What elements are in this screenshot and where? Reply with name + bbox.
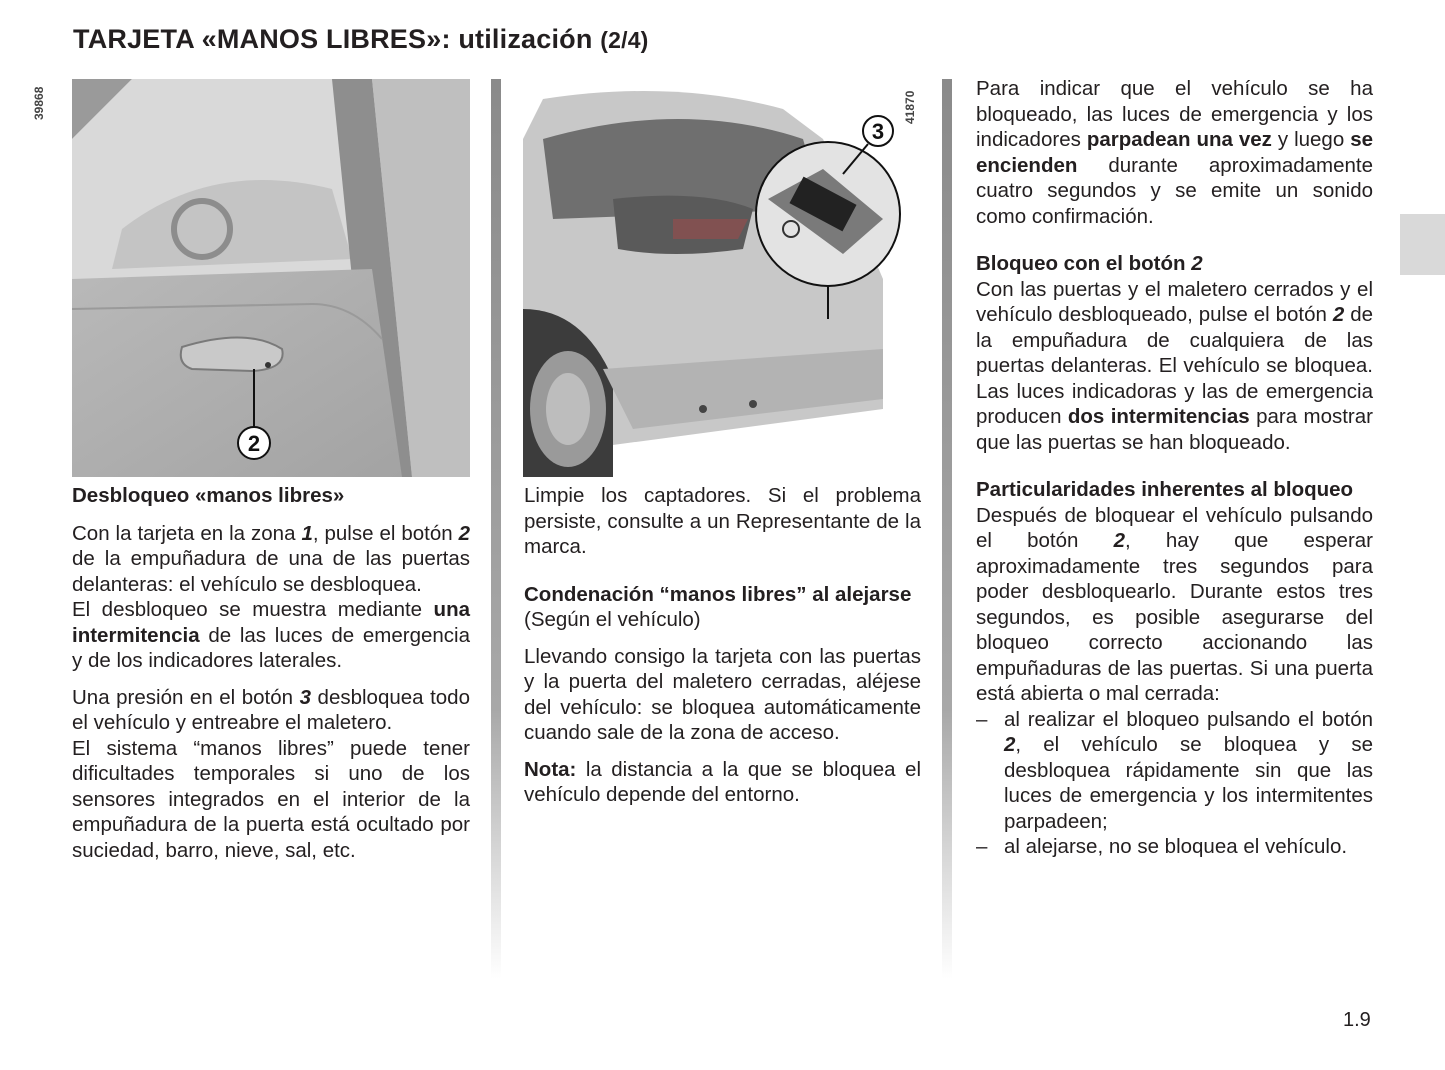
page-number: 1.9 bbox=[1343, 1009, 1371, 1031]
callout-3-label: 3 bbox=[871, 119, 885, 144]
paragraph-clean-sensors: Limpie los captadores. Si el problema persiste, consulte a un Representante de la marca. bbox=[524, 484, 921, 558]
paragraph-sensors: El sistema “manos libres” puede tener dificultades temporales si uno de los sensores integrados en el interior de la empuñadura de la puerta está ocultado por suciedad, barro, nieve, sal, etc. bbox=[72, 736, 470, 862]
column-3 bbox=[976, 76, 1373, 860]
title-sub: (2/4) bbox=[600, 27, 649, 53]
paragraph-lock-wait: Después de bloquear el vehículo pulsando el botón 2, hay que esperar aproximadamente tres segundos para poder desbloquearlo. Durante estos tres segundos, es posible asegurarse del bloqueo correcto accionando las empuñaduras de las puertas. Si una puerta está abierta o mal cerrada: bbox=[976, 503, 1373, 705]
paragraph-note: Nota: la distancia a la que se bloquea el vehículo depende del entorno. bbox=[524, 757, 921, 806]
heading-walk-away-lock: Condenación “manos libres” al alejarse bbox=[524, 582, 912, 606]
paragraph-walk-away: Llevando consigo la tarjeta con las puertas y la puerta del maletero cerradas, aléjese del vehículo: se bloquea automáticamente cuando sale de la zona de acceso. bbox=[524, 644, 921, 744]
heading-unlock: Desbloqueo «manos libres» bbox=[72, 484, 345, 507]
page-title bbox=[73, 24, 649, 55]
column-separator bbox=[491, 79, 501, 979]
door-handle-photo bbox=[72, 79, 470, 477]
column-separator bbox=[942, 79, 952, 979]
paragraph-lock-confirmation: Para indicar que el vehículo se ha bloqueado, las luces de emergencia y los indicadores parpadean una vez y luego se encienden durante aproximadamente cuatro segundos y se emite un sonido como confirmación. bbox=[976, 77, 1374, 228]
title-main: TARJETA «MANOS LIBRES»: utilización bbox=[73, 24, 593, 54]
section-tab bbox=[1400, 214, 1445, 275]
column-1 bbox=[72, 483, 470, 874]
paragraph-button-3: Una presión en el botón 3 desbloquea todo el vehículo y entreabre el maletero. bbox=[72, 685, 470, 734]
list-item: – al alejarse, no se bloquea el vehículo. bbox=[976, 835, 1348, 858]
paragraph-unlock-indication: El desbloqueo se muestra mediante una intermitencia de las luces de emergencia y de los indicadores laterales. bbox=[72, 598, 470, 672]
door-handle-illustration bbox=[72, 79, 470, 477]
vehicle-note: (Según el vehículo) bbox=[524, 608, 701, 631]
trunk-button-photo bbox=[523, 79, 921, 477]
list-item: – al realizar el bloqueo pulsando el botón 2, el vehículo se bloquea y se desbloquea rápidamente sin que las luces de emergencia y los intermitentes parpadeen; bbox=[976, 707, 1373, 833]
trunk-illustration bbox=[523, 79, 921, 477]
paragraph-unlock: Con la tarjeta en la zona 1, pulse el botón 2 de la empuñadura de una de las puertas delanteras: el vehículo se desbloquea. bbox=[72, 521, 470, 596]
figure-number-2: 41870 bbox=[903, 90, 917, 124]
paragraph-lock-button: Con las puertas y el maletero cerrados y el vehículo desbloqueado, pulse el botón 2 de la empuñadura de cualquiera de las puertas delanteras. El vehículo se bloquea. Las luces indicadoras y las de emergencia producen dos intermitencias para mostrar que las puertas se han bloqueado. bbox=[976, 277, 1374, 454]
heading-lock-button: Bloqueo con el botón 2 bbox=[976, 252, 1203, 275]
heading-lock-particularities: Particularidades inherentes al bloqueo bbox=[976, 478, 1354, 501]
figure-number-1: 39868 bbox=[32, 86, 46, 120]
column-2 bbox=[524, 483, 921, 819]
callout-2-label: 2 bbox=[247, 431, 261, 456]
